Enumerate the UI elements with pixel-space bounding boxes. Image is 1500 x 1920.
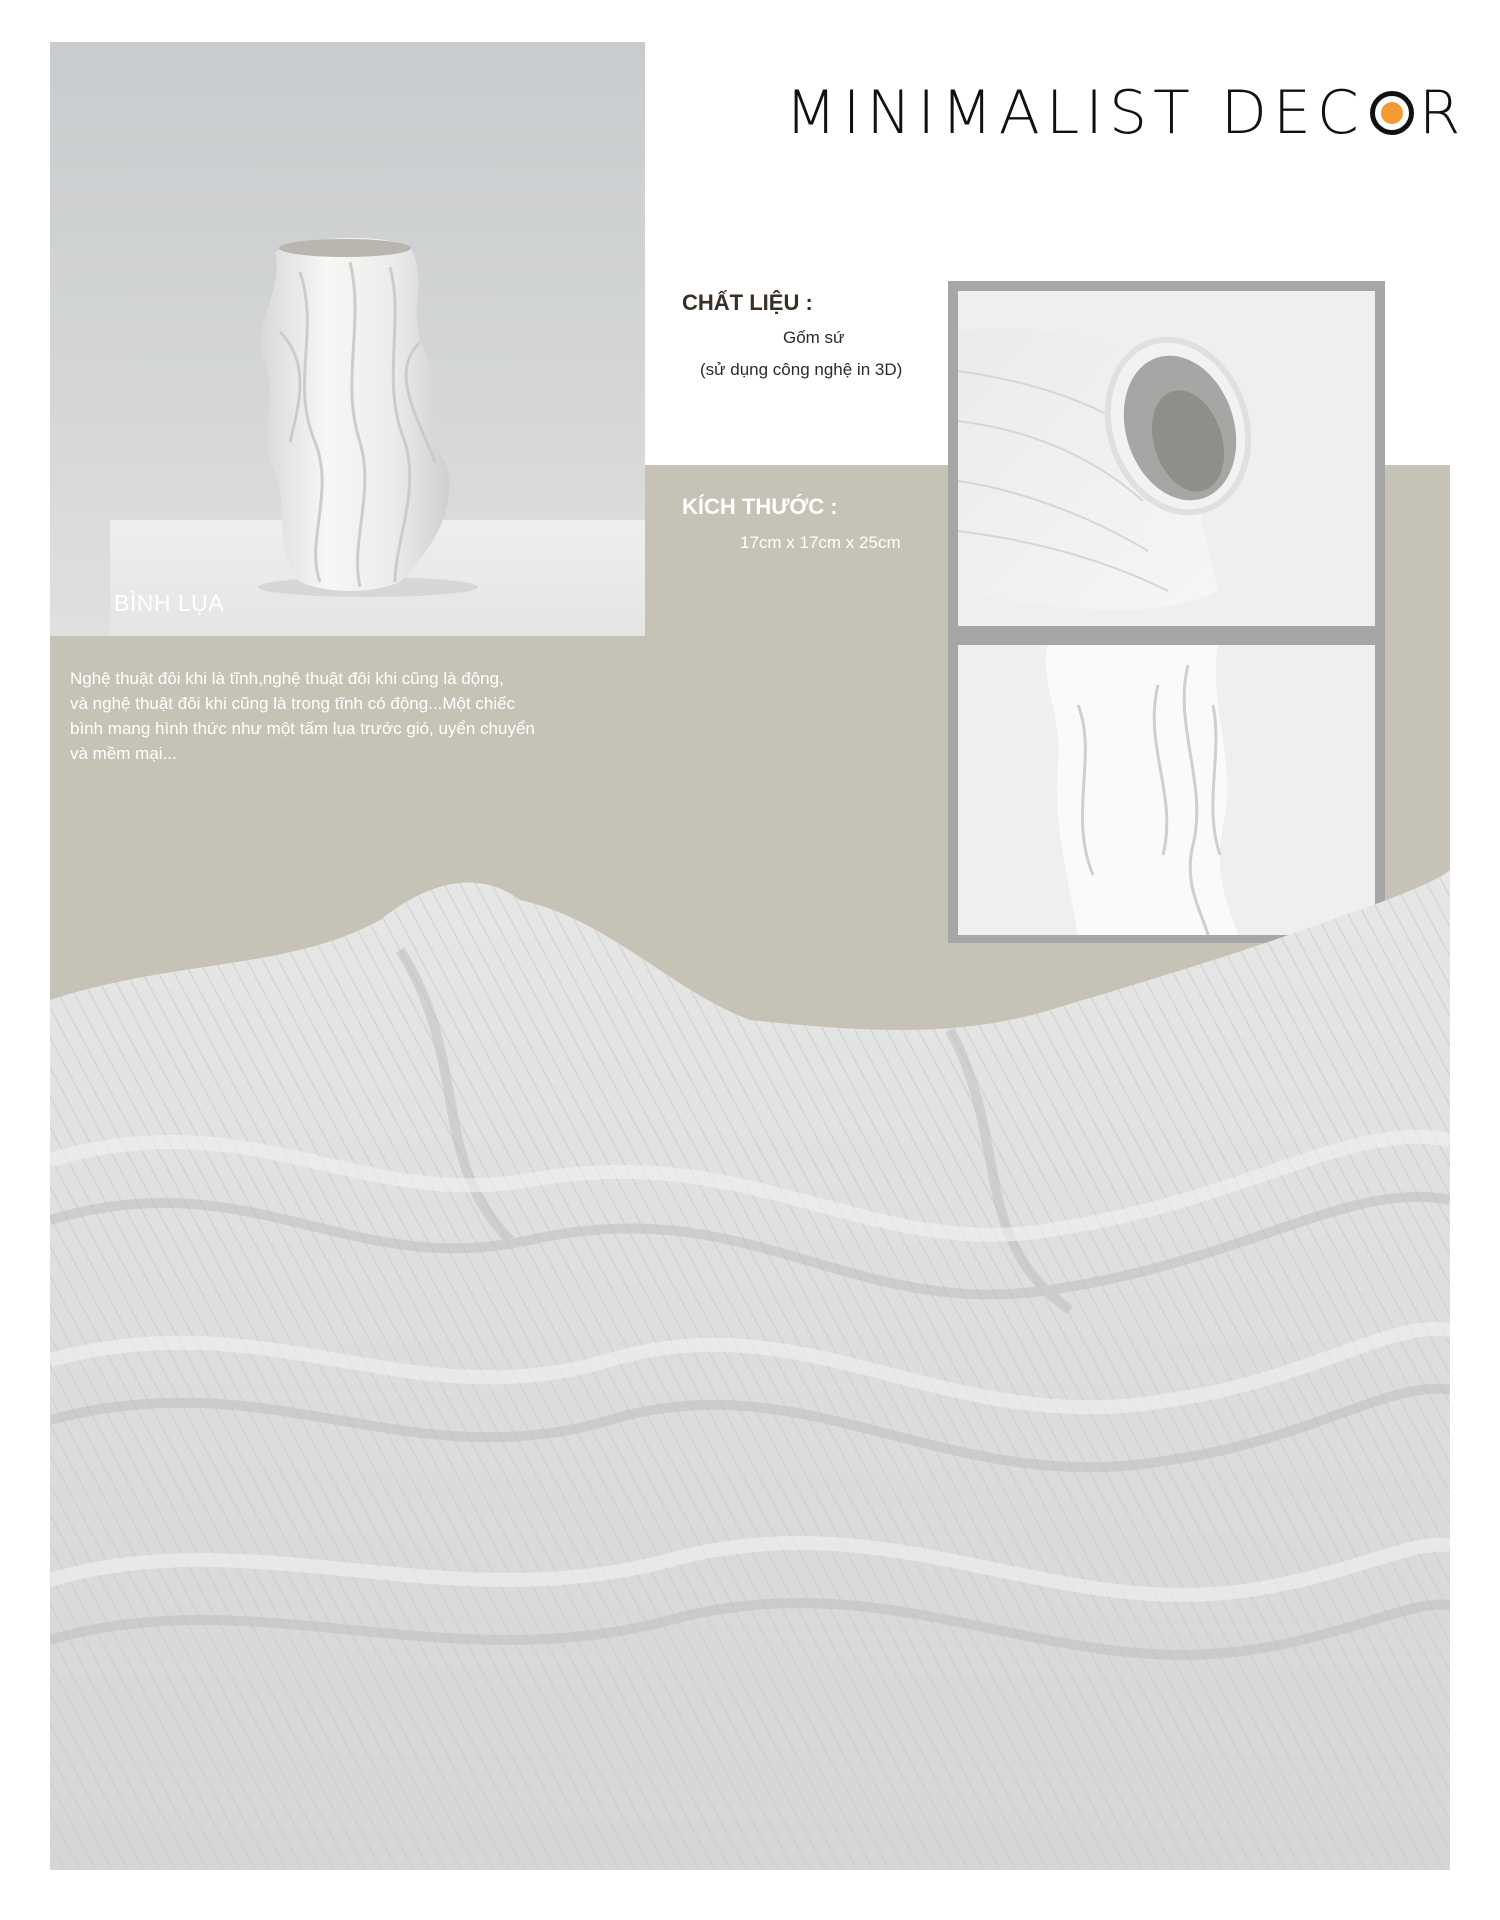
material-note: (sử dụng công nghệ in 3D) [700,360,903,379]
description-line: Nghệ thuật đôi khi là tĩnh,nghệ thuật đôi khi cũng là động, [70,669,504,688]
logo-text-end: R [1418,78,1467,148]
logo-text: MINIMALIST DEC [785,78,1365,148]
vase-hero-photo [50,42,645,636]
size-value: 17cm x 17cm x 25cm [740,533,901,552]
material-heading: CHẤT LIỆU : [682,290,813,315]
description-line: và mềm mại... [70,744,177,763]
description-line: và nghệ thuật đôi khi cũng là trong tĩnh có động...Một chiếc [70,694,516,713]
product-name-label: BÌNH LỤA [114,590,225,616]
detail-photos-frame [948,281,1385,943]
material-value: Gốm sứ [783,328,845,347]
brand-logo [785,78,1467,148]
description-line: bình mang hình thức như một tấm lụa trước gió, uyển chuyển [70,719,535,738]
logo-orange-dot-icon [1370,91,1414,135]
vase-opening-photo [958,291,1375,626]
size-heading: KÍCH THƯỚC : [682,494,838,519]
product-description [70,666,630,766]
vase-illustration [50,42,645,636]
texture-closeup-photo [50,860,1450,1870]
